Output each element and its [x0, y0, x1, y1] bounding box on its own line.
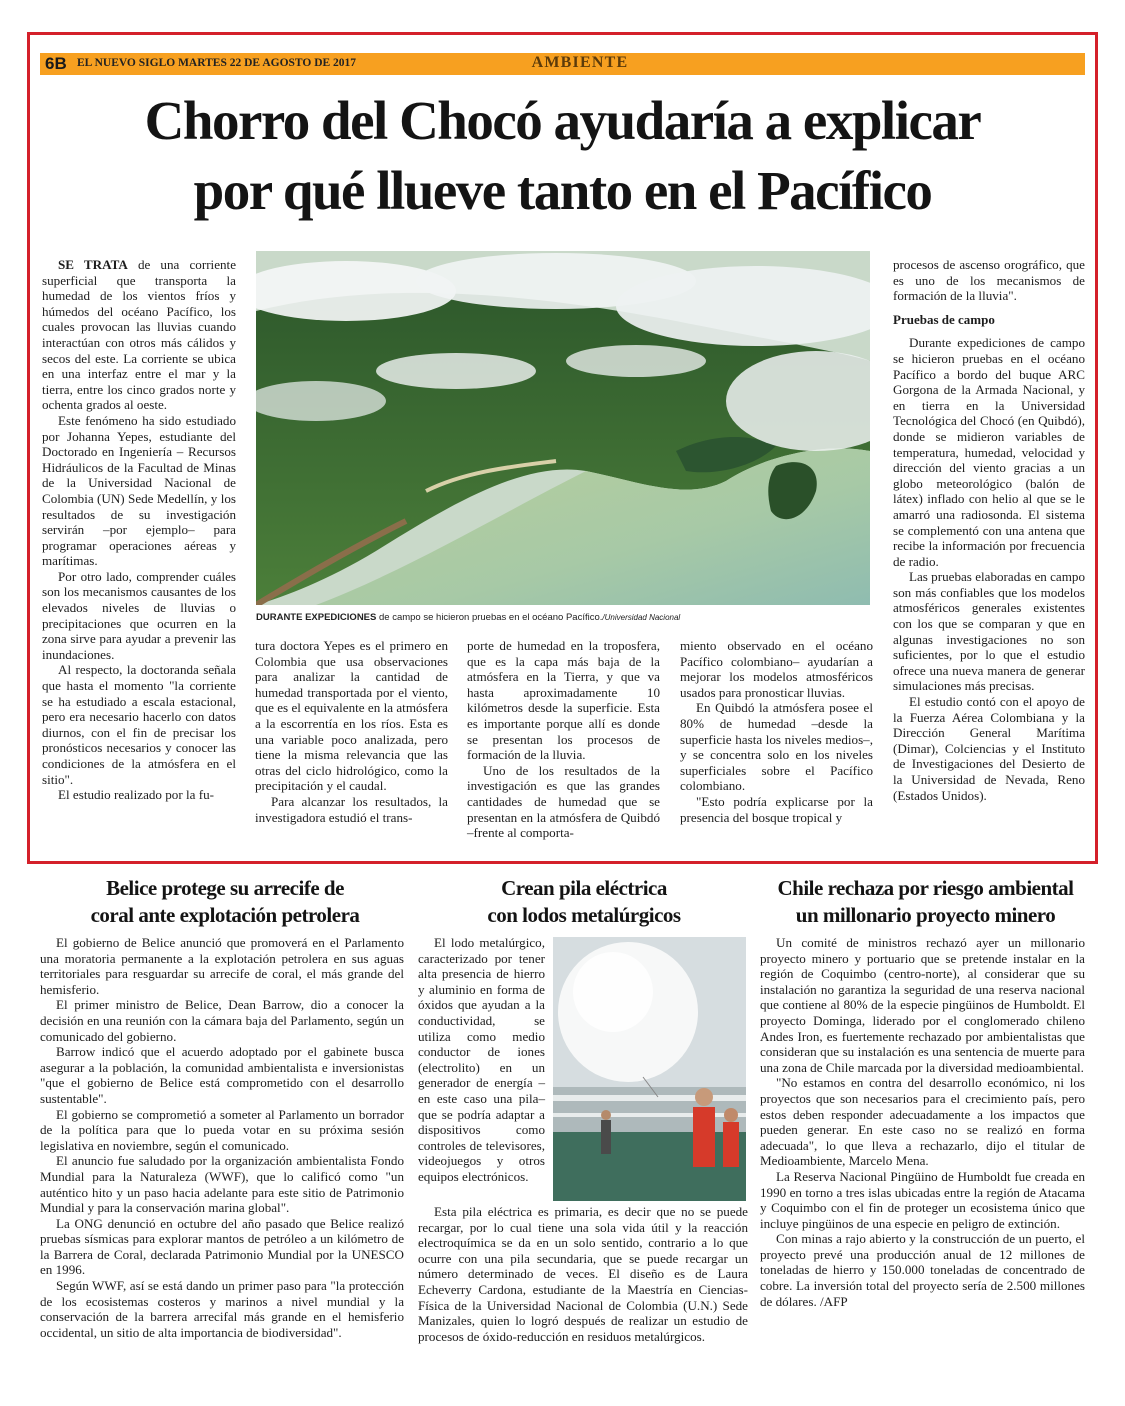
- brief-belice-body: [40, 935, 404, 1340]
- article-column-1: [42, 257, 236, 803]
- paragraph: procesos de ascenso orográfico, que es uno de los mecanismos de formación de la lluvia".: [893, 257, 1085, 304]
- article-column-4: [680, 638, 873, 825]
- title-line: Crean pila eléctrica: [501, 876, 667, 900]
- caption-lead: DURANTE EXPEDICIONES: [256, 612, 377, 623]
- brief-pila-body-wide: [418, 1204, 748, 1344]
- headline-line-1: Chorro del Chocó ayudaría a explicar: [144, 90, 981, 151]
- paragraph: Con minas a rajo abierto y la construcción de un puerto, el proyecto prevé una producción anual de 12 millones de toneladas de hierro y 150.000 toneladas de concentrado de cobre. La inversión total del proyecto sería de 2.500 millones de dólares. /AFP: [760, 1231, 1085, 1309]
- paragraph: La ONG denunció en octubre del año pasado que Belice realizó pruebas sísmicas para explorar mantos de petróleo a un kilómetro de la Barrera de Coral, declarada Patrimonio Mundial por la UNESCO en 1996.: [40, 1215, 404, 1278]
- paragraph: de una corriente superficial que transporta la humedad de los vientos fríos y húmedos del océano Pacífico, los cuales provocan las lluvias cuando interactúan con otros más cálidos y secos del este. La corriente se ubica en una interfaz entre el mar y la tierra, entre los cinco grados norte y ochenta grados al oeste.: [42, 257, 236, 413]
- weather-balloon-photo: [553, 937, 746, 1201]
- paragraph: tura doctora Yepes es el primero en Colombia que usa observaciones para analizar la cantidad de humedad transportada por el viento, que es el equivalente en la atmósfera a la escorrentía en los ríos. Esta es una variable poco analizada, pero tiene la misma relevancia que las otras del ciclo hidrológico, como la precipitación y el caudal.: [255, 638, 448, 794]
- paragraph: El anuncio fue saludado por la organización ambientalista Fondo Mundial para la Naturaleza (WWF), que lo calificó como "un auténtico hito y un paso hacia adelante para este sitio de Patrimonio Mundial y para la conservación marina global".: [40, 1153, 404, 1216]
- brief-pila-title: [420, 875, 748, 929]
- paragraph: El primer ministro de Belice, Dean Barrow, dio a conocer la decisión en una reunión con la cámara baja del Parlamento, según un comunicado del gobierno.: [40, 997, 404, 1044]
- paragraph: Este fenómeno ha sido estudiado por Johanna Yepes, estudiante del Doctorado en Ingeniería – Recursos Hidráulicos de la Facultad de Minas de la Universidad Nacional de Colombia (UN) Sede Medellín, y los resultados de su investigación servirán –por ejemplo– para programar operaciones aéreas y marítimas.: [42, 412, 236, 569]
- paragraph: Esta pila eléctrica es primaria, es decir que no se puede recargar, por lo cual tiene una sola vida útil y la reacción electroquímica se da en un solo sentido, contrario a lo que ocurre con una pila secundaria, que se puede recargar un número determinado de veces. El diseño es de Laura Echeverry Cardona, estudiante de la Maestría en Ciencias-Física de la Universidad Nacional de Colombia (U.N.) Sede Manizales, quien lo logró después de realizar un estudio de procesos de óxido-reducción en residuos metalúrgicos.: [418, 1204, 748, 1344]
- paragraph: porte de humedad en la troposfera, que es la capa más baja de la atmósfera en la Tierra, y que va hasta aproximadamente 10 kilómetros desde la superficie. Esta es importante porque allí es donde se presentan los procesos de formación de la lluvia.: [467, 638, 660, 763]
- page-header-bar: [40, 53, 1085, 75]
- subheading: Pruebas de campo: [893, 311, 995, 327]
- paragraph: "No estamos en contra del desarrollo económico, ni los proyectos que son necesarios para el crecimiento país, pero estos deben responder adecuadamente a los impactos que pueden generar. En este caso no se realizó en forma adecuada", lo que lleva a rechazarlo, dijo el titular de Medioambiente, Marcelo Mena.: [760, 1075, 1085, 1169]
- paragraph: Durante expediciones de campo se hicieron pruebas en el océano Pacífico a bordo del buque ARC Gorgona de la Armada Nacional, y en tierra en la Universidad Tecnológica del Chocó (en Quibdó), donde se midieron variables de temperatura, humedad, velocidad y dirección del viento gracias a un globo meteorológico (balón de látex) inflado con helio al que se le amarró una radiosonda. El sistema se complementó con una antena que recibe la información por frecuencia de radio.: [893, 335, 1085, 569]
- paragraph: Según WWF, así se está dando un primer paso para "la protección de los ecosistemas costeros y marinos a nivel mundial y la conservación de la barrera arrecifal más grande en el hemisferio occidental, un sitio de alta importancia de biodiversidad".: [40, 1278, 404, 1340]
- article-column-2: [255, 638, 448, 825]
- photo-credit: /Universidad Nacional: [602, 613, 681, 622]
- caption-text: de campo se hicieron pruebas en el océano Pacífico.: [376, 612, 603, 623]
- article-column-5: [893, 257, 1085, 803]
- brief-chile-body: [760, 935, 1085, 1309]
- paragraph: El gobierno de Belice anunció que promoverá en el Parlamento una moratoria permanente a la explotación petrolera en sus aguas territoriales para resguardar su arrecife de coral, el más grande del hemisferio.: [40, 935, 404, 997]
- paragraph: miento observado en el océano Pacífico colombiano– ayudarían a mejorar los modelos atmosféricos usados para pronosticar lluvias.: [680, 638, 873, 700]
- paragraph: Al respecto, la doctoranda señala que hasta el momento "la corriente se ha estudiado a escala estacional, pero era necesario hacerlo con datos diurnos, con el fin de precisar los pronósticos necesarios y conocer las condiciones de la atmósfera en el sitio".: [42, 662, 236, 787]
- main-headline: [60, 86, 1065, 226]
- brief-chile-title: [758, 875, 1093, 929]
- weather-balloon-illustration: [553, 937, 746, 1201]
- paragraph: El gobierno se comprometió a someter al Parlamento un borrador de la política para que lo pueda votar en su próxima sesión legislativa en noviembre, según el comunicado.: [40, 1106, 404, 1153]
- title-line: coral ante explotación petrolera: [90, 903, 360, 927]
- title-line: Belice protege su arrecife de: [106, 876, 344, 900]
- aerial-coast-photo: [256, 251, 870, 605]
- aerial-photo-illustration: [256, 251, 870, 605]
- title-line: con lodos metalúrgicos: [487, 903, 681, 927]
- title-line: un millonario proyecto minero: [795, 903, 1056, 927]
- paragraph: Un comité de ministros rechazó ayer un millonario proyecto minero y portuario que se pretende instalar en la región de Coquimbo (centro-norte), al considerar que su instalación no garantiza la seguridad de una reserva nacional que contiene al 80% de la especie pingüinos de Humboldt. El proyecto Dominga, liderado por el conglomerado chileno Andes Iron, es fuertemente rechazado por ambientalistas que consideran que su instalación es una sentencia de muerte para una zona de Chile marcada por la diversidad medioambiental.: [760, 935, 1085, 1075]
- article-column-3: [467, 638, 660, 841]
- masthead: EL NUEVO SIGLO MARTES 22 DE AGOSTO DE 2017: [77, 57, 357, 69]
- brief-belice-title: [40, 875, 410, 929]
- paragraph: "Esto podría explicarse por la presencia del bosque tropical y: [680, 793, 873, 825]
- paragraph: Para alcanzar los resultados, la investigadora estudió el trans-: [255, 793, 448, 825]
- page-number: 6B: [45, 54, 67, 73]
- paragraph: La Reserva Nacional Pingüino de Humboldt fue creada en 1990 en torno a tres islas ubicadas entre la región de Atacama y Coquimbo con el fin de proteger un ecosistema único que incluye pingüinos de una especie en peligro de extinción.: [760, 1168, 1085, 1231]
- section-label: AMBIENTE: [531, 54, 629, 71]
- lead-in: SE TRATA: [58, 257, 128, 272]
- paragraph: Barrow indicó que el acuerdo adoptado por el gabinete busca asegurar a la población, la comunidad ambientalista e inversionistas "que el gobierno de Belice está comprometido con el desarrollo sustentable".: [40, 1044, 404, 1106]
- headline-line-2: por qué llueve tanto en el Pacífico: [193, 160, 932, 221]
- title-line: Chile rechaza por riesgo ambiental: [777, 876, 1074, 900]
- paragraph: El lodo metalúrgico, caracterizado por tener alta presencia de hierro y aluminio en forma de óxidos que ayudan a la conductividad, se utiliza como medio conductor de iones (electrolito) en un generador de energía –en este caso una pila– que se podría adaptar a dispositivos como controles de televisores, videojuegos y otros equipos electrónicos.: [418, 935, 545, 1184]
- paragraph: El estudio realizado por la fu-: [58, 787, 214, 803]
- paragraph: Uno de los resultados de la investigación es que las grandes cantidades de humedad que se presentan en la atmósfera de Quibdó –frente al comporta-: [467, 762, 660, 841]
- photo-caption: [256, 612, 876, 623]
- brief-pila-body-narrow: [418, 935, 545, 1185]
- paragraph: El estudio contó con el apoyo de la Fuerza Aérea Colombiana y la Dirección General Marítima (Dimar), Colciencias y el Instituto de Investigaciones del Desierto de la Universidad de Nevada, Reno (Estados Unidos).: [893, 694, 1085, 803]
- paragraph: Las pruebas elaboradas en campo son más confiables que los modelos atmosféricos generales existentes con los que se comparan y que en algunas investigaciones no son suficientes, por lo que el estudio ofrece una nueva manera de generar simulaciones más precisas.: [893, 569, 1085, 694]
- paragraph: Por otro lado, comprender cuáles son los mecanismos causantes de los elevados niveles de lluvias o precipitaciones que ocurren en la zona sirve para ayudar a prevenir las inundaciones.: [42, 568, 236, 662]
- paragraph: En Quibdó la atmósfera posee el 80% de humedad –desde la superficie hasta los niveles medios–, y se concentra solo en los niveles superficiales sobre el Pacífico colombiano.: [680, 700, 873, 794]
